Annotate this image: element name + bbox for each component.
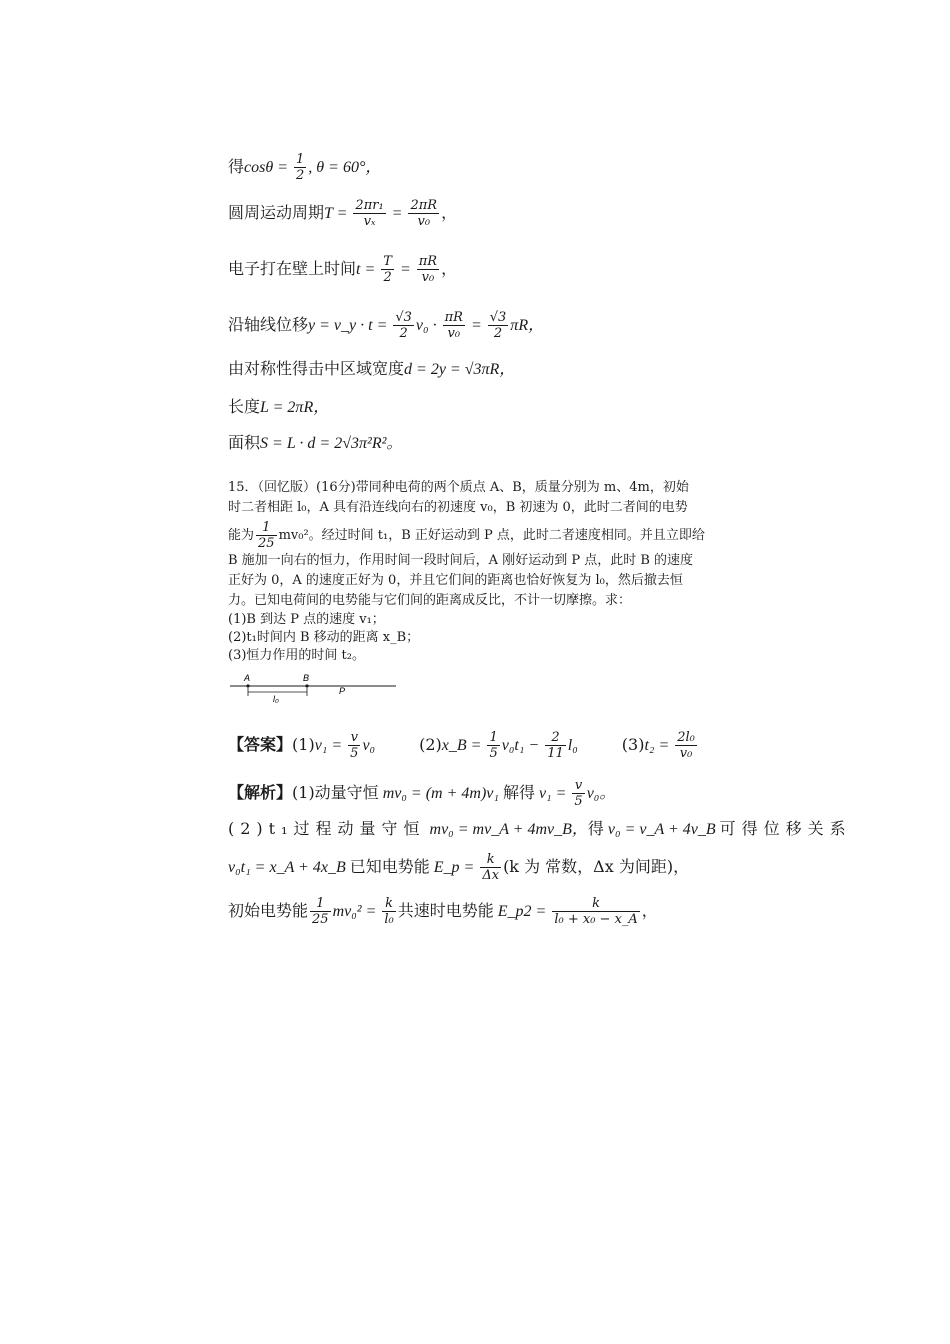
text: 由对称性得击中区域宽度 xyxy=(228,359,405,378)
math: d = 2y = √3πR， xyxy=(404,361,516,378)
math: πR， xyxy=(510,317,545,334)
fraction xyxy=(417,254,439,285)
numerator: k xyxy=(480,852,501,868)
numerator: T xyxy=(383,254,392,269)
numerator: v xyxy=(348,730,360,746)
text: (3) xyxy=(621,735,645,754)
fraction xyxy=(256,520,277,551)
text: mv₀²。经过时间 t₁，B 正好运动到 P 点，此时二者速度相同。并且立即给 xyxy=(278,528,705,543)
denominator: 5 xyxy=(574,794,583,809)
numerator: πR xyxy=(418,254,438,269)
answer-line xyxy=(228,730,699,761)
math: t = xyxy=(356,261,380,278)
text: 解得 xyxy=(502,783,535,802)
numerator: 1 xyxy=(489,730,498,745)
denominator: v₀ xyxy=(447,326,461,341)
math: v₁ = xyxy=(314,737,347,754)
denominator: 2 xyxy=(296,168,305,183)
math: v₀。 xyxy=(586,785,616,802)
fraction xyxy=(487,730,499,761)
text: 电子打在壁上时间 xyxy=(228,259,357,278)
numerator: 2πr₁ xyxy=(355,198,384,213)
numerator: 1 xyxy=(256,520,277,536)
denominator: 2 xyxy=(383,270,392,285)
problem-line-5 xyxy=(228,571,683,591)
label-l0: l₀ xyxy=(273,694,279,704)
numerator: v xyxy=(572,778,584,794)
text: 初始电势能 xyxy=(228,901,309,920)
text: (1)B 到达 P 点的速度 v₁； xyxy=(228,612,385,627)
numerator: 2l₀ xyxy=(677,730,695,745)
line-axial-displacement xyxy=(228,310,544,341)
text: 可得位移关系 xyxy=(719,819,852,838)
line-cos-theta xyxy=(228,152,381,183)
line-width xyxy=(228,358,515,381)
denominator: v₀ xyxy=(417,214,431,229)
math: v₀t₁ = x_A + 4x_B xyxy=(228,859,350,876)
numerator: k xyxy=(552,896,639,912)
numerator: 1 xyxy=(296,152,305,167)
denominator: 25 xyxy=(312,912,329,927)
math: y = v_y · t = xyxy=(308,317,392,334)
denominator: 5 xyxy=(489,746,498,761)
question-2 xyxy=(228,628,419,648)
fraction xyxy=(353,198,385,229)
text: 面积 xyxy=(228,433,261,452)
text: (3)恒力作用的时间 t₂。 xyxy=(228,648,365,663)
text: (2) xyxy=(419,735,442,754)
fraction xyxy=(545,730,566,761)
math: E_p = xyxy=(429,859,479,876)
denominator: Δx xyxy=(482,868,500,883)
text: 得 xyxy=(587,819,604,838)
analysis-line-2 xyxy=(228,818,852,841)
problem-line-6 xyxy=(228,591,631,611)
numerator: 2πR xyxy=(410,198,438,213)
denominator: l₀ xyxy=(384,912,394,927)
text: (k 为 常数，Δx 为间距)， xyxy=(503,857,690,876)
math: S = L · d = 2√3π²R²。 xyxy=(260,435,403,452)
math: mv₀ = mv_A + 4mv_B， xyxy=(425,821,588,838)
analysis-line-1 xyxy=(228,778,615,809)
text: ， xyxy=(441,259,458,278)
fraction xyxy=(382,896,395,927)
math: , θ = 60°， xyxy=(308,159,382,176)
question-3 xyxy=(228,646,365,666)
analysis-label: 【解析】 xyxy=(228,783,293,802)
fraction xyxy=(675,730,697,761)
math: E_p2 = xyxy=(493,903,551,920)
denominator: l₀ + x₀ − x_A xyxy=(554,912,638,927)
math: cosθ = xyxy=(244,159,292,176)
problem-line-4 xyxy=(228,551,693,571)
label-b: B xyxy=(303,673,310,683)
numerator: 1 xyxy=(310,896,331,912)
fraction xyxy=(572,778,584,809)
text: 15．（回忆版）(16分)带同种电荷的两个质点 A、B，质量分别为 m、4m，初始 xyxy=(228,480,689,495)
math: = xyxy=(466,317,486,334)
denominator: 11 xyxy=(547,746,564,761)
denominator: vₓ xyxy=(363,214,376,229)
math: mv₀² = xyxy=(332,903,381,920)
problem-line-3 xyxy=(228,520,705,551)
question-1 xyxy=(228,610,385,630)
math: l₀ xyxy=(567,737,578,754)
text: B 施加一向右的恒力，作用时间一段时间后，A 刚好运动到 P 点，此时 B 的速度 xyxy=(228,553,694,568)
fraction xyxy=(480,852,501,883)
analysis-line-3 xyxy=(228,852,689,883)
text: 长度 xyxy=(228,397,261,416)
numerator: √3 xyxy=(395,310,412,325)
math: v₁ = xyxy=(534,785,571,802)
text: (2)t₁过程动量守恒 xyxy=(228,819,426,838)
fraction xyxy=(393,310,414,341)
math: v₀ xyxy=(362,737,376,754)
fraction xyxy=(294,152,306,183)
text: 能为 xyxy=(228,528,255,543)
text: (1) xyxy=(292,735,315,754)
text: 沿轴线位移 xyxy=(228,315,309,334)
line-period xyxy=(228,198,457,229)
fraction xyxy=(381,254,394,285)
math: T = xyxy=(324,205,352,222)
math: v₀ · xyxy=(415,317,441,334)
text: 时二者相距 l₀，A 具有沿连线向右的初速度 v₀，B 初速为 0，此时二者间的电势 xyxy=(228,500,688,515)
problem-line-2 xyxy=(228,498,688,518)
numerator: √3 xyxy=(489,310,507,325)
denominator: 25 xyxy=(258,536,275,551)
line-area xyxy=(228,432,402,455)
fraction xyxy=(552,896,639,927)
fraction xyxy=(408,198,439,229)
answer-label: 【答案】 xyxy=(228,735,293,754)
text: 得 xyxy=(228,157,245,176)
text: 正好为 0，A 的速度正好为 0，并且它们间的距离也恰好恢复为 l₀，然后撤去恒 xyxy=(228,573,683,588)
numerator: πR xyxy=(444,310,463,325)
denominator: 2 xyxy=(493,326,503,341)
text: (2)t₁时间内 B 移动的距离 x_B； xyxy=(228,630,420,645)
text: ， xyxy=(441,203,458,222)
analysis-line-4 xyxy=(228,896,658,927)
fraction xyxy=(348,730,360,761)
math: t₂ = xyxy=(644,737,674,754)
denominator: 2 xyxy=(399,326,408,341)
math: L = 2πR， xyxy=(260,399,330,416)
text: (1)动量守恒 xyxy=(292,783,379,802)
fraction xyxy=(488,310,509,341)
fraction xyxy=(310,896,331,927)
text: 已知电势能 xyxy=(349,857,430,876)
math: v₀t₁ − xyxy=(501,737,544,754)
label-p: P xyxy=(339,686,346,696)
text: ， xyxy=(641,901,658,920)
numerator: 2 xyxy=(545,730,566,746)
denominator: 5 xyxy=(350,746,359,761)
math: = xyxy=(387,205,407,222)
text: 力。已知电荷间的电势能与它们间的距离成反比，不计一切摩擦。求： xyxy=(228,593,632,608)
math: v₀ = v_A + 4v_B xyxy=(603,821,720,838)
fraction xyxy=(443,310,465,341)
numerator: k xyxy=(382,896,395,912)
line-time xyxy=(228,254,457,285)
text: 共速时电势能 xyxy=(397,901,494,920)
line-length xyxy=(228,396,329,419)
math: = xyxy=(395,261,415,278)
problem-line-1 xyxy=(228,478,689,498)
math: x_B = xyxy=(441,737,486,754)
text: 圆周运动周期 xyxy=(228,203,325,222)
label-a: A xyxy=(244,673,251,683)
point-a xyxy=(246,684,249,687)
denominator: v₀ xyxy=(679,746,693,761)
ab-diagram xyxy=(228,668,403,708)
point-b xyxy=(305,684,308,687)
math: mv₀ = (m + 4m)v₁ xyxy=(378,785,503,802)
denominator: v₀ xyxy=(421,270,435,285)
